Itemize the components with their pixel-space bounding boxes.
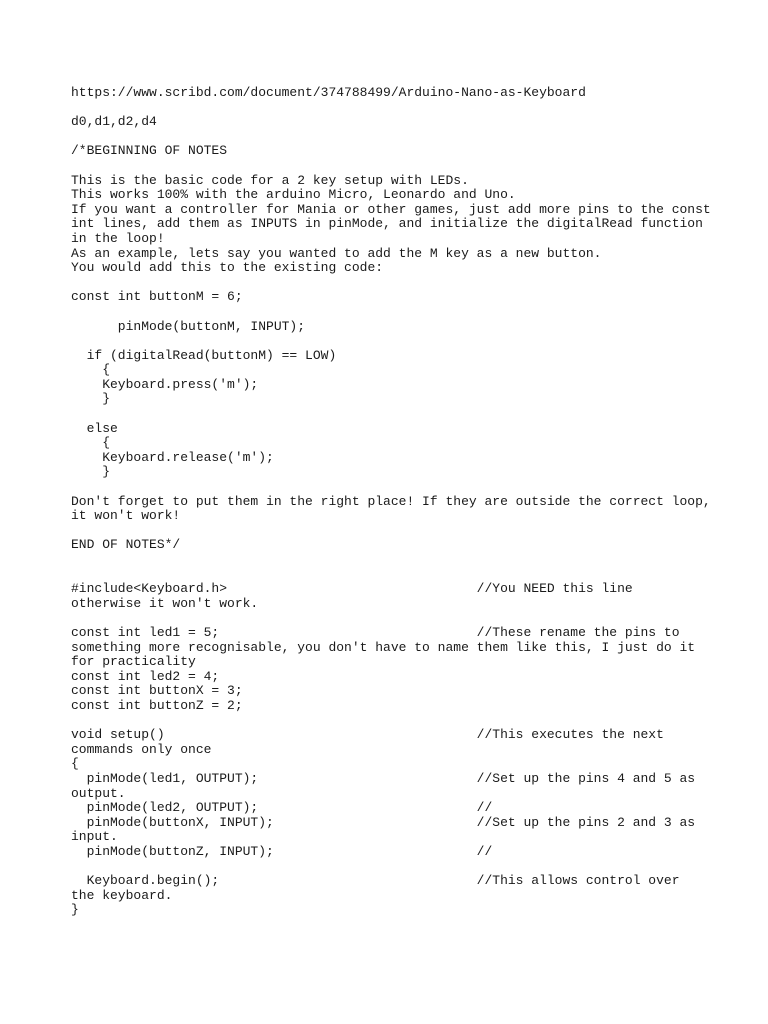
code-line: {: [71, 362, 111, 378]
code-line: const int buttonX = 3;: [71, 683, 243, 699]
code-line: {: [71, 435, 111, 451]
blank-line: [71, 553, 751, 568]
document-body: [71, 86, 751, 918]
code-line: pinMode(led2, OUTPUT); //: [71, 800, 493, 816]
code-line: const int buttonM = 6;: [71, 289, 243, 305]
code-line: else: [71, 420, 118, 436]
blank-line: [71, 407, 751, 422]
code-line: }: [71, 902, 79, 918]
text-line: in the loop!: [71, 230, 165, 246]
code-line: the keyboard.: [71, 887, 173, 903]
code-line: pinMode(buttonX, INPUT); //Set up the pins 2 and 3 as: [71, 814, 696, 830]
blank-line: [71, 568, 751, 583]
code-line: pinMode(buttonZ, INPUT); //: [71, 843, 493, 859]
code-line: {: [71, 756, 79, 772]
blank-line: [71, 611, 751, 626]
blank-line: [71, 276, 751, 291]
text-line: int lines, add them as INPUTS in pinMode, and initialize the digitalRead function: [71, 216, 703, 232]
code-line: pinMode(buttonM, INPUT);: [71, 318, 306, 334]
code-line: #include<Keyboard.h> //You NEED this line: [71, 581, 633, 597]
blank-line: [71, 524, 751, 539]
code-line: void setup() //This executes the next: [71, 727, 664, 743]
code-line: commands only once: [71, 741, 212, 757]
code-line: const int led2 = 4;: [71, 668, 220, 684]
code-line: for practicality: [71, 654, 196, 670]
text-line: https://www.scribd.com/document/374788499/Arduino-Nano-as-Keyboard: [71, 85, 586, 100]
code-line: if (digitalRead(buttonM) == LOW): [71, 347, 337, 363]
code-line: const int led1 = 5; //These rename the pins to: [71, 624, 680, 640]
code-line: const int buttonZ = 2;: [71, 697, 243, 713]
blank-line: [71, 305, 751, 320]
code-line: Keyboard.press('m');: [71, 376, 259, 392]
text-line: This is the basic code for a 2 key setup with LEDs.: [71, 172, 469, 188]
code-line: otherwise it won't work.: [71, 595, 259, 611]
blank-line: [71, 859, 751, 874]
text-line: d0,d1,d2,d4: [71, 114, 157, 130]
code-line: }: [71, 464, 111, 480]
text-line: it won't work!: [71, 508, 181, 524]
blank-line: [71, 130, 751, 145]
text-line: You would add this to the existing code:: [71, 260, 384, 276]
text-line: /*BEGINNING OF NOTES: [71, 143, 228, 159]
text-line: END OF NOTES*/: [71, 537, 181, 553]
blank-line: [71, 334, 751, 349]
code-line: output.: [71, 785, 126, 801]
blank-line: [71, 159, 751, 174]
blank-line: [71, 101, 751, 116]
blank-line: [71, 480, 751, 495]
code-line: Keyboard.begin(); //This allows control over: [71, 873, 680, 889]
code-line: something more recognisable, you don't have to name them like this, I just do it: [71, 639, 696, 655]
blank-line: [71, 714, 751, 729]
text-line: As an example, lets say you wanted to add the M key as a new button.: [71, 245, 602, 261]
text-line: Don't forget to put them in the right place! If they are outside the correct loop,: [71, 493, 711, 509]
text-line: This works 100% with the arduino Micro, Leonardo and Uno.: [71, 187, 516, 203]
text-line: If you want a controller for Mania or other games, just add more pins to the const: [71, 201, 711, 217]
code-line: Keyboard.release('m');: [71, 449, 274, 465]
code-line: pinMode(led1, OUTPUT); //Set up the pins 4 and 5 as: [71, 770, 696, 786]
code-line: }: [71, 391, 111, 407]
code-line: input.: [71, 829, 118, 845]
